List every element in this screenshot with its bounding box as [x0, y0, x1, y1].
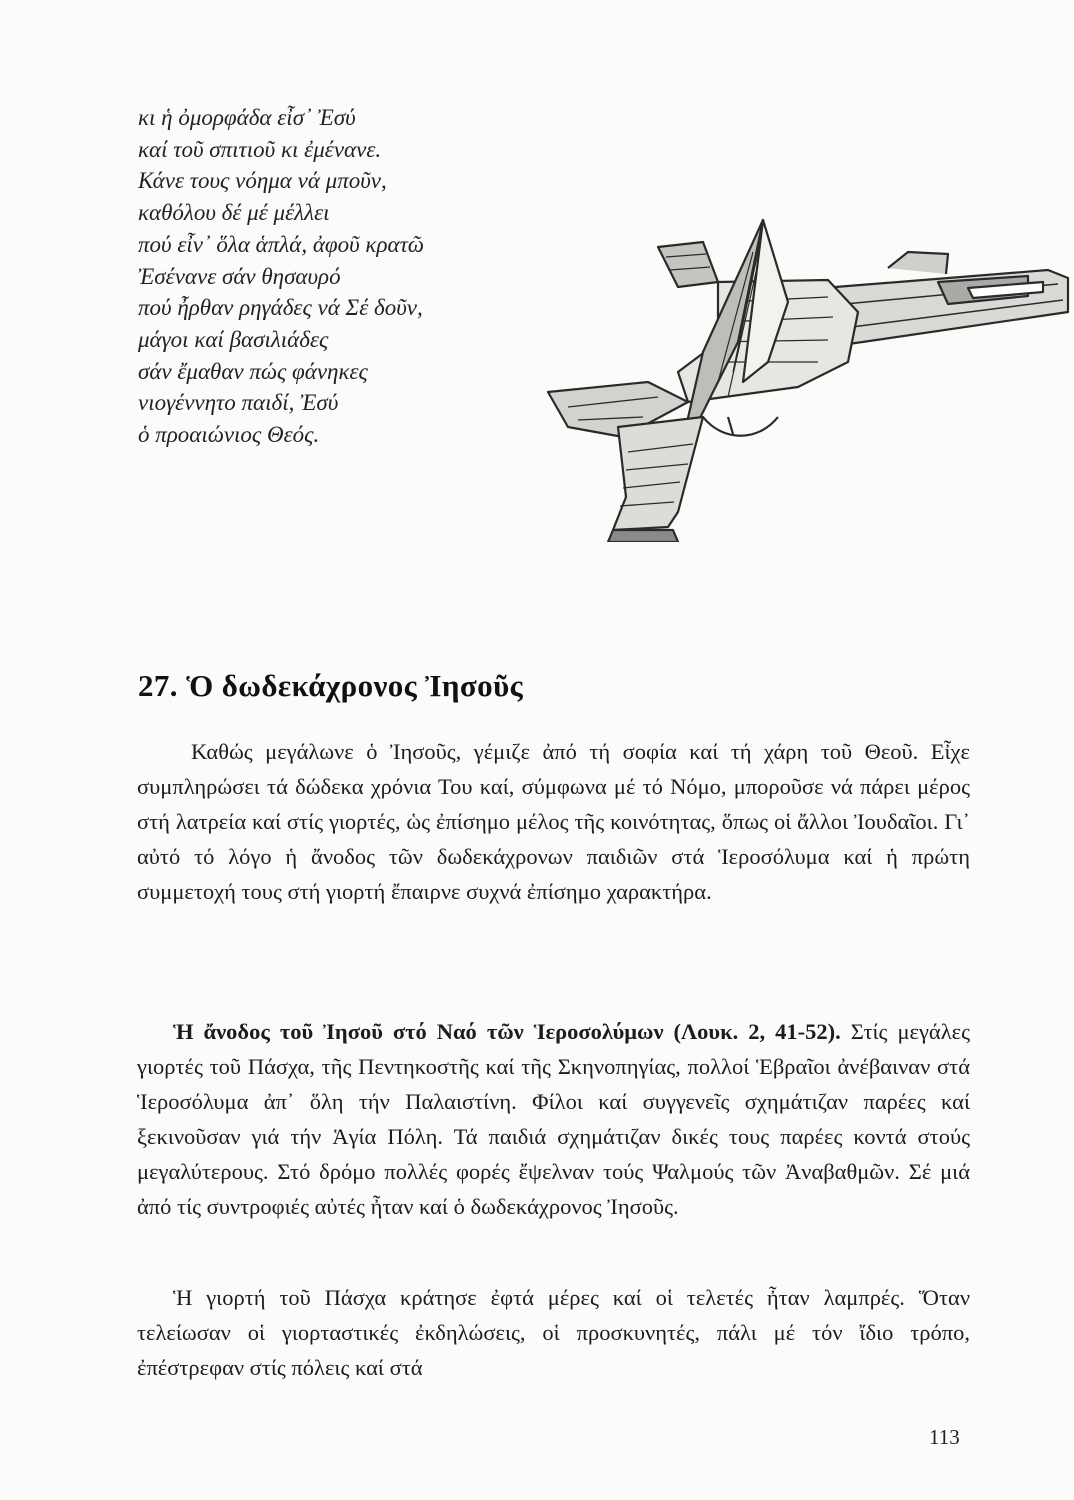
poem-line: νιογέννητο παιδί, Ἐσύ	[138, 390, 339, 416]
section-title: 27. Ὁ δωδεκάχρονος Ἰησοῦς	[138, 668, 524, 703]
poem-line: πού ἦρθαν ρηγάδες νά Σέ δοῦν,	[138, 295, 423, 321]
paragraph-2-heading: Ἡ ἄνοδος τοῦ Ἰησοῦ στό Ναό τῶν Ἱεροσολύμων (Λουκ. 2, 41-52).	[173, 1019, 841, 1044]
poem-line: Κάνε τους νόημα νά μποῦν,	[138, 168, 387, 194]
poem	[138, 102, 568, 451]
paragraph-2	[137, 1014, 970, 1224]
poem-line: κι ἡ ὀμορφάδα εἶσ᾽ Ἐσύ	[138, 105, 356, 130]
page-number: 113	[929, 1425, 960, 1449]
poem-line: Ἐσένανε σάν θησαυρό	[138, 263, 341, 289]
paragraph-2-body: Στίς μεγάλες γιορτές τοῦ Πάσχα, τῆς Πεντηκοστῆς καί τῆς Σκηνοπηγίας, πολλοί Ἑβραῖοι ἀνέβαιναν στά Ἱεροσόλυμα ἀπ᾽ ὅλη τήν Παλαιστίνη. Φίλοι καί συγγενεῖς σχημάτιζαν παρέες καί ξεκινοῦσαν γιά τήν Ἁγία Πόλη. Τά παιδιά σχημάτιζαν δικές τους παρέες κοντά στούς μεγαλύτερους. Στό δρόμο πολλές φορές ἔψελναν τούς Ψαλμούς τῶν Ἀναβαθμῶν. Σέ μιά ἀπό τίς συντροφιές αὐτές ἦταν καί ὁ δωδεκάχρονος Ἰησοῦς.	[137, 1019, 970, 1219]
paragraph-1: Καθώς μεγάλωνε ὁ Ἰησοῦς, γέμιζε ἀπό τή σοφία καί τή χάρη τοῦ Θεοῦ. Εἶχε συμπληρώσει τά δώδεκα χρόνια Του καί, σύμφωνα μέ τό Νόμο, μποροῦσε νά πάρει μέρος στή λατρεία καί στίς γιορτές, ὡς ἐπίσημο μέλος τῆς κοινότητας, ὅπως οἱ ἄλλοι Ἰουδαῖοι. Γι᾽ αὐτό τό λόγο ἡ ἄνοδος τῶν δωδεκάχρονων παιδιῶν στά Ἱεροσόλυμα καί ἡ πρώτη συμμετοχή τους στή γιορτή ἔπαιρνε συχνά ἐπίσημο χαρακτήρα.	[137, 739, 970, 904]
poem-line: μάγοι καί βασιλιάδες	[138, 326, 329, 352]
paragraph-3: Ἡ γιορτή τοῦ Πάσχα κράτησε ἐφτά μέρες καί οἱ τελετές ἦταν λαμπρές. Ὅταν τελείωσαν οἱ γιορταστικές ἐκδηλώσεις, οἱ προσκυνητές, πάλι μέ τόν ἴδιο τρόπο, ἐπέστρεφαν στίς πόλεις καί στά	[137, 1285, 970, 1380]
poem-line: καθόλου δέ μέ μέλλει	[138, 200, 330, 226]
poem-line: ὁ προαιώνιος Θεός.	[138, 422, 320, 448]
ornamental-drawing	[528, 212, 1074, 542]
poem-line: σάν ἔμαθαν πώς φάνηκες	[138, 358, 368, 384]
poem-line: πού εἶν᾽ ὅλα ἁπλά, ἀφοῦ κρατῶ	[138, 231, 425, 257]
poem-line: καί τοῦ σπιτιοῦ κι ἐμένανε.	[138, 136, 382, 162]
